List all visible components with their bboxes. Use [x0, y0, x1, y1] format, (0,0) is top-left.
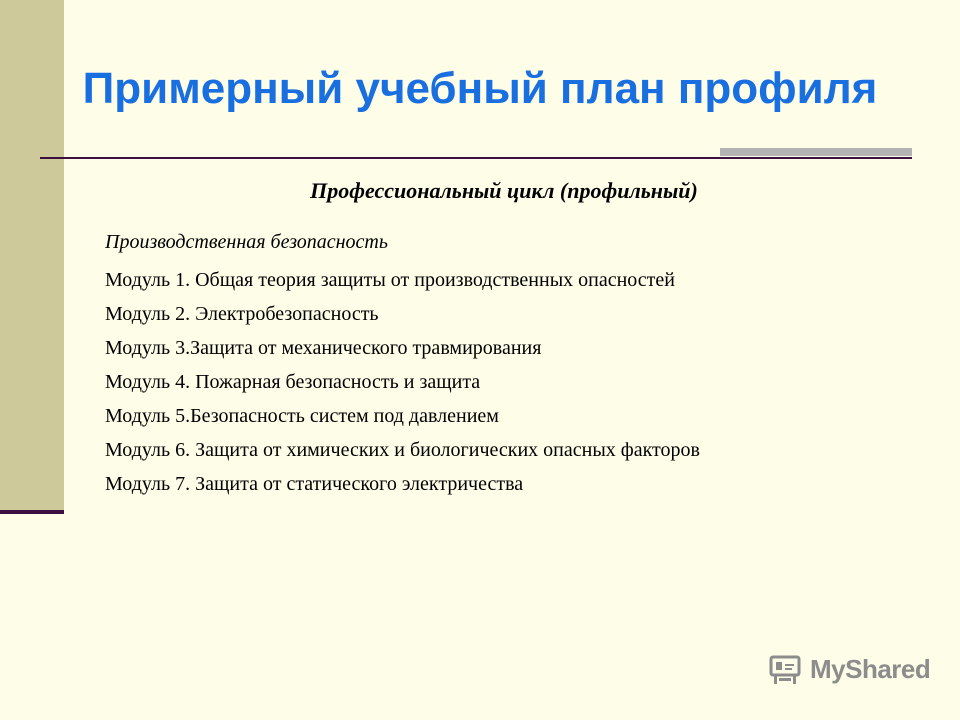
classroom-board-icon	[768, 655, 802, 685]
watermark-text: MyShared	[810, 654, 931, 684]
left-bar-rule	[0, 510, 64, 514]
module-list	[105, 266, 700, 504]
module-item: Модуль 6. Защита от химических и биологических опасных факторов	[105, 439, 700, 461]
slide-title: Примерный учебный план профиля	[82, 64, 878, 113]
module-item: Модуль 4. Пожарная безопасность и защита	[105, 371, 481, 393]
section-heading: Производственная безопасность	[105, 231, 388, 253]
slide-subtitle: Профессиональный цикл (профильный)	[310, 178, 698, 203]
title-rule-accent	[720, 148, 912, 156]
title-rule	[40, 157, 912, 159]
module-item: Модуль 1. Общая теория защиты от производственных опасностей	[105, 269, 675, 291]
module-item: Модуль 5.Безопасность систем под давлением	[105, 405, 499, 427]
watermark-logo	[768, 654, 930, 685]
module-item: Модуль 3.Защита от механического травмирования	[105, 337, 542, 359]
module-item: Модуль 2. Электробезопасность	[105, 303, 379, 325]
module-item: Модуль 7. Защита от статического электричества	[105, 473, 524, 495]
